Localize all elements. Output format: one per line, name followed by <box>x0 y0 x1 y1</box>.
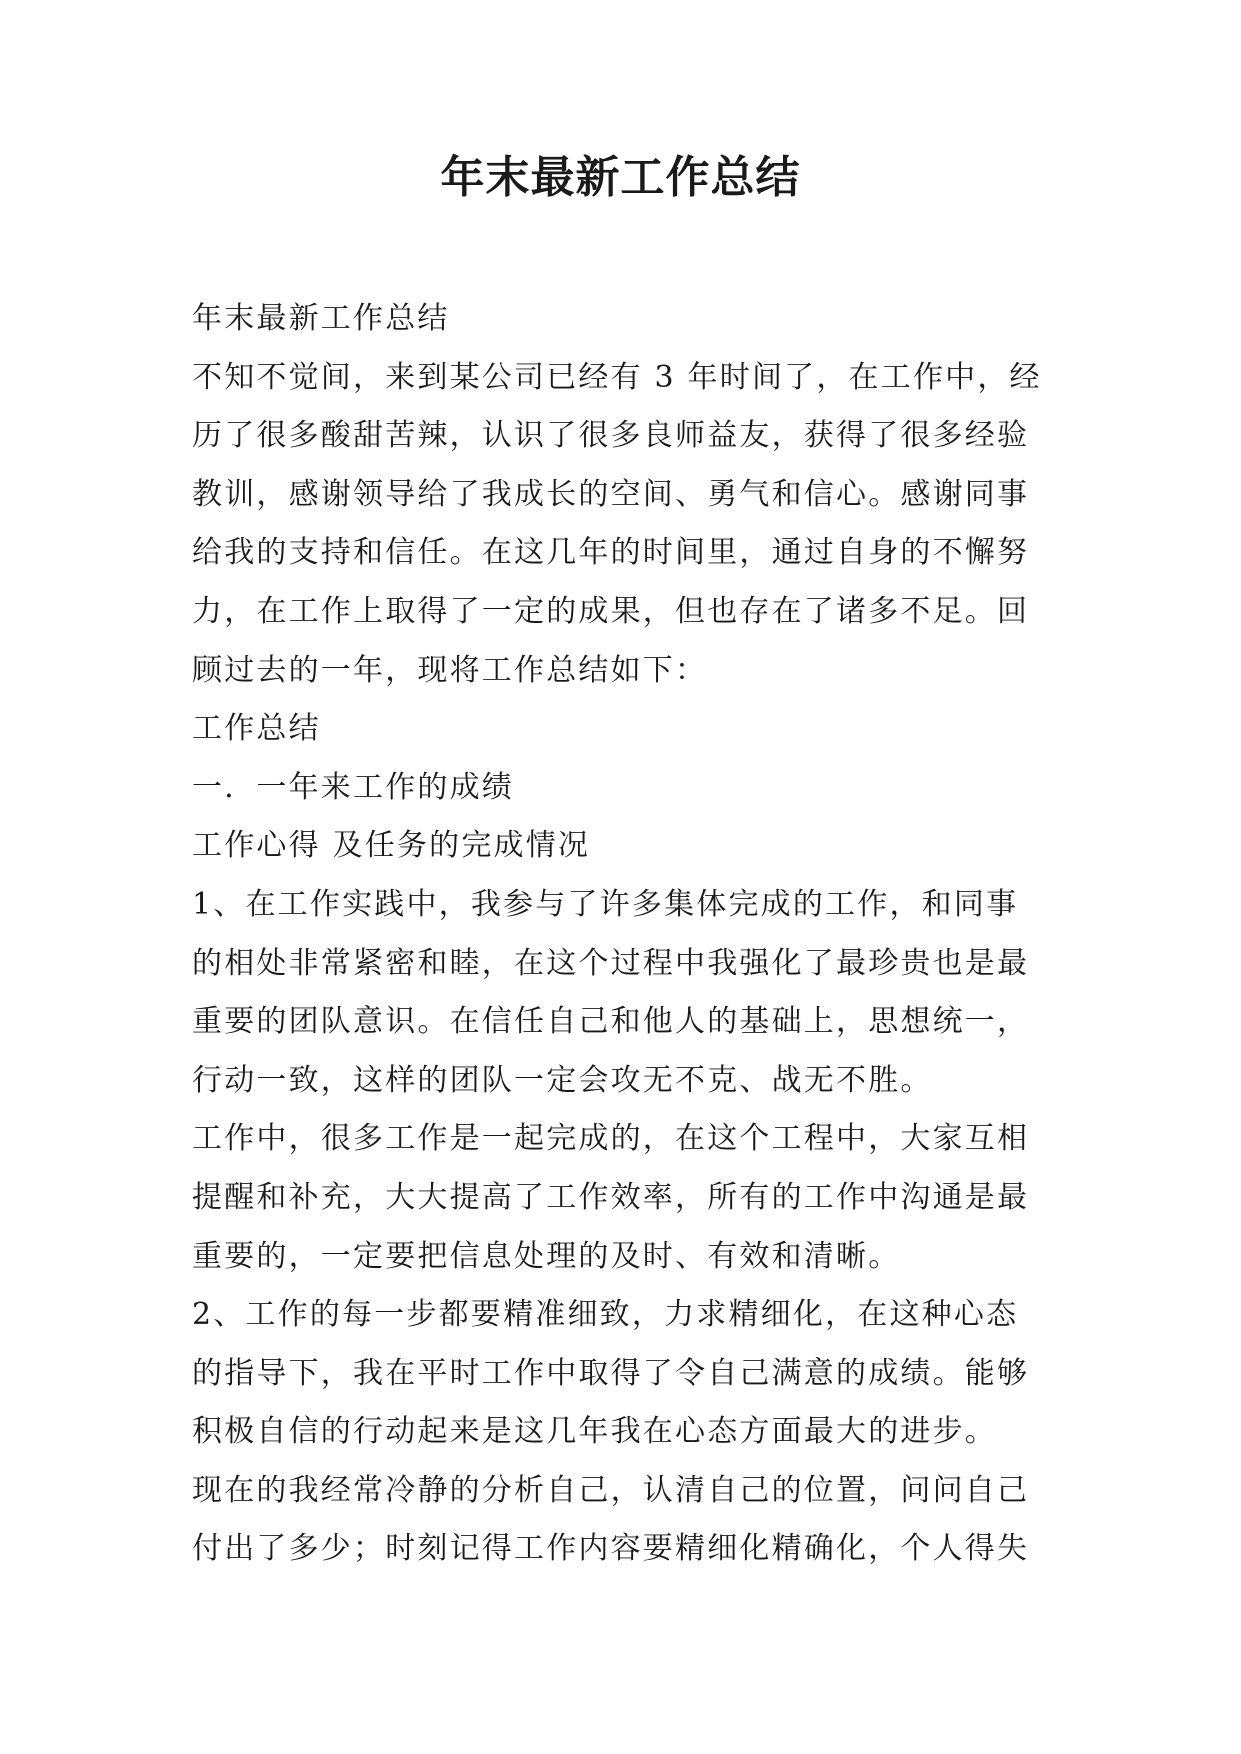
body-line: 给我的支持和信任。在这几年的时间里，通过自身的不懈努 <box>192 535 1030 571</box>
body-line: 2、工作的每一步都要精准细致，力求精细化，在这种心态 <box>192 1297 1019 1333</box>
body-line: 付出了多少；时刻记得工作内容要精细化精确化，个人得失 <box>192 1531 1030 1567</box>
body-line: 1、在工作实践中，我参与了许多集体完成的工作，和同事 <box>192 886 1019 922</box>
body-line: 积极自信的行动起来是这几年我在心态方面最大的进步。 <box>192 1414 997 1450</box>
body-line: 历了很多酸甜苦辣，认识了很多良师益友，获得了很多经验 <box>192 418 1030 454</box>
body-line: 的相处非常紧密和睦，在这个过程中我强化了最珍贵也是最 <box>192 945 1030 981</box>
body-line: 现在的我经常冷静的分析自己，认清自己的位置，问问自己 <box>192 1472 1030 1508</box>
body-line: 重要的，一定要把信息处理的及时、有效和清晰。 <box>192 1238 901 1274</box>
body-line: 教训，感谢领导给了我成长的空间、勇气和信心。感谢同事 <box>192 476 1030 512</box>
document-title: 年末最新工作总结 <box>440 152 801 203</box>
body-line: 年末最新工作总结 <box>192 301 450 336</box>
document-body <box>192 290 1062 1579</box>
body-line: 行动一致，这样的团队一定会攻无不克、战无不胜。 <box>192 1062 933 1098</box>
body-line: 力，在工作上取得了一定的成果，但也存在了诸多不足。回 <box>192 593 1030 629</box>
body-line: 重要的团队意识。在信任自己和他人的基础上，思想统一， <box>192 1004 1030 1040</box>
section-heading: 工作总结 <box>192 711 321 747</box>
section-heading: 工作心得 及任务的完成情况 <box>192 828 591 864</box>
body-line: 工作中，很多工作是一起完成的，在这个工程中，大家互相 <box>192 1121 1030 1157</box>
body-line: 的指导下，我在平时工作中取得了令自己满意的成绩。能够 <box>192 1355 1030 1391</box>
body-line: 提醒和补充，大大提高了工作效率，所有的工作中沟通是最 <box>192 1179 1030 1215</box>
body-line: 不知不觉间，来到某公司已经有 3 年时间了，在工作中，经 <box>192 359 1042 395</box>
body-line: 顾过去的一年，现将工作总结如下： <box>192 652 708 688</box>
section-heading: 一．一年来工作的成绩 <box>192 769 514 805</box>
